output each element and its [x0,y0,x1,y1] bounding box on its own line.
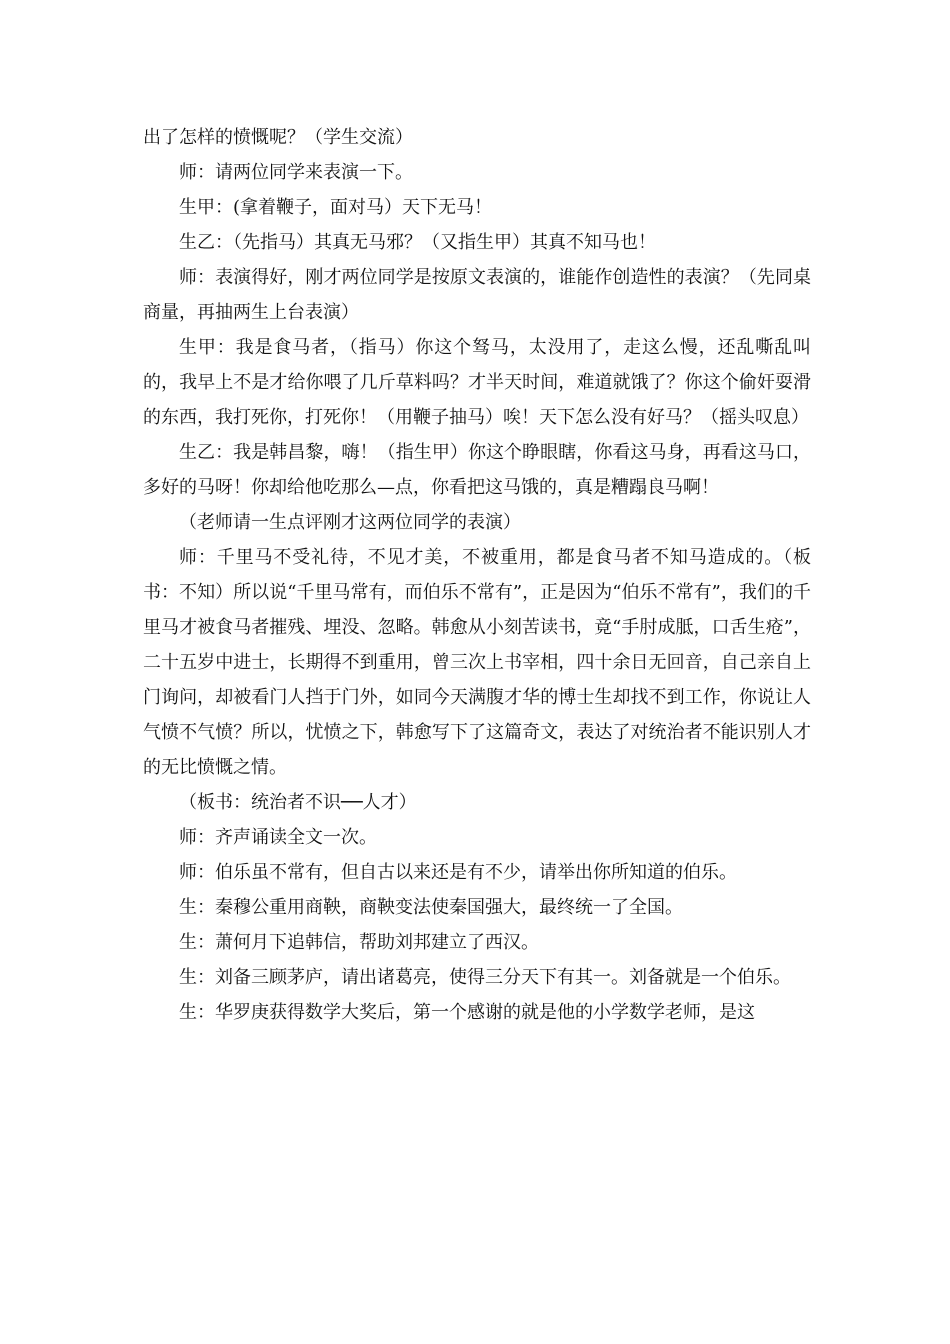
paragraph: （老师请一生点评刚才这两位同学的表演） [179,512,521,533]
paragraph: 生：秦穆公重用商鞅，商鞅变法使秦国强大，最终统一了全国。 [179,897,683,918]
body-text [143,120,811,1030]
paragraph: 生甲：我是食马者，（指马）你这个驽马，太没用了，走这么慢，还乱嘶乱叫的，我早上不是才给你喂了几斤草料吗？才半天时间，难道就饿了？你这个偷奸耍滑的东西，我打死你，打死你！（用鞭子抽马）唉！天下怎么没有好马？（摇头叹息） [143,337,811,428]
paragraph: 生甲：(拿着鞭子，面对马）天下无马！ [179,197,493,218]
paragraph: 生：萧何月下追韩信，帮助刘邦建立了西汉。 [179,932,539,953]
paragraph: 生：华罗庚获得数学大奖后，第一个感谢的就是他的小学数学老师，是这 [179,1002,755,1023]
paragraph: （板书：统治者不识──人才） [179,792,417,813]
paragraph-continuation: 出了怎样的愤慨呢？（学生交流） [143,127,413,148]
paragraph: 生乙：（先指马）其真无马邪？（又指生甲）其真不知马也！ [179,232,656,253]
paragraph: 师：齐声诵读全文一次。 [179,827,377,848]
paragraph: 师：千里马不受礼待，不见才美，不被重用，都是食马者不知马造成的。（板书：不知）所以说“千里马常有，而伯乐不常有”，正是因为“伯乐不常有”，我们的千里马才被食马者摧残、埋没、忽略。韩愈从小刻苦读书，竟“手肘成胝，口舌生疮”，二十五岁中进士，长期得不到重用，曾三次上书宰相，四十余日无回音，自己亲自上门询问，却被看门人挡于门外，如同今天满腹才华的博士生却找不到工作，你说让人气愤不气愤？所以，忧愤之下，韩愈写下了这篇奇文，表达了对统治者不能识别人才的无比愤慨之情。 [143,547,811,778]
paragraph: 师：伯乐虽不常有，但自古以来还是有不少，请举出你所知道的伯乐。 [179,862,737,883]
paragraph: 生乙：我是韩昌黎，嗨！（指生甲）你这个睁眼瞎，你看这马身，再看这马口，多好的马呀！你却给他吃那么—点，你看把这马饿的，真是糟蹋良马啊！ [143,442,811,498]
paragraph: 师：请两位同学来表演一下。 [179,162,413,183]
paragraph: 师：表演得好，刚才两位同学是按原文表演的，谁能作创造性的表演？（先同桌商量，再抽两生上台表演） [143,267,811,323]
paragraph: 生：刘备三顾茅庐，请出诸葛亮，使得三分天下有其一。刘备就是一个伯乐。 [179,967,791,988]
